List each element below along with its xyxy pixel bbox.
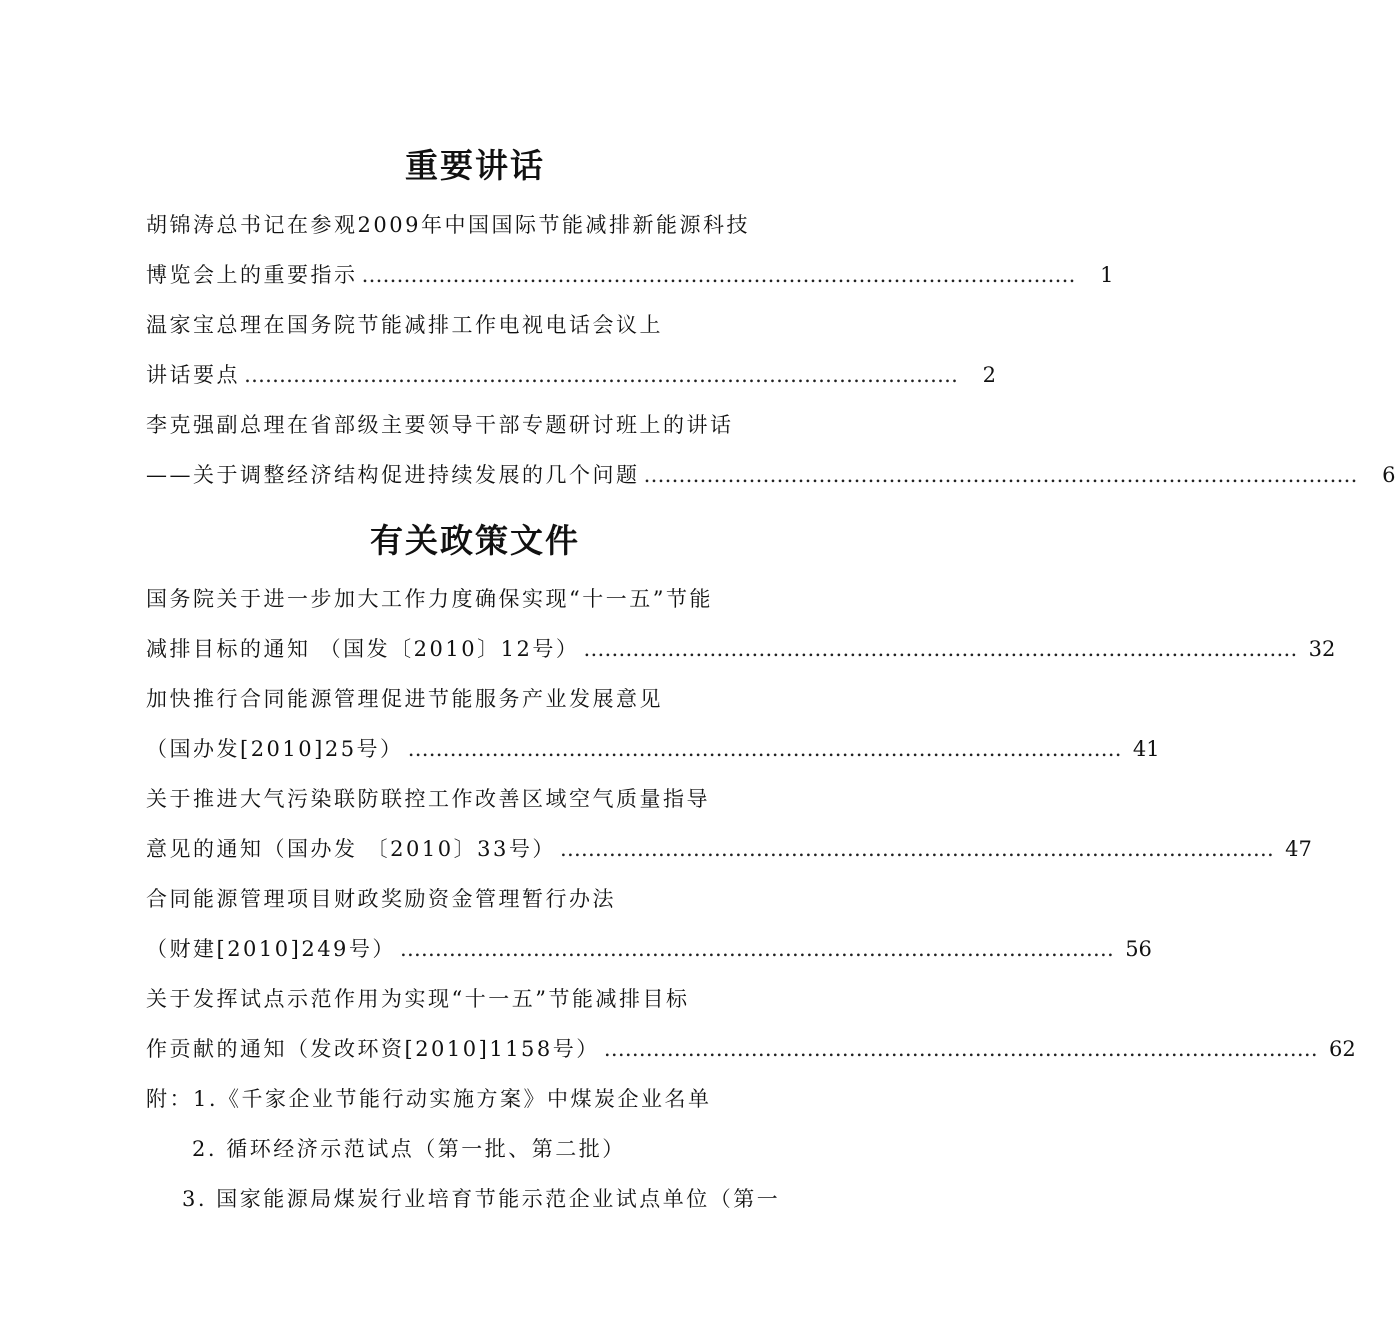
toc-entry-line[interactable] [146,834,1312,864]
toc-entry-line[interactable] [146,934,1152,964]
leader-dots: ………………………………………………………………………………………… [559,837,1274,861]
toc-entry-subtitle: （国办发[2010]25号） [146,737,404,761]
page-number: 47 [1285,837,1312,861]
toc-entry-line[interactable] [146,260,1114,290]
toc-entry-subtitle: 讲话要点 [146,363,240,387]
leader-dots: ………………………………………………………………………………………… [643,463,1358,487]
page-number: 41 [1132,737,1160,761]
toc-entry-subtitle: （财建[2010]249号） [146,937,396,961]
appendix-lead: 附：1.《千家企业节能行动实施方案》中煤炭企业名单 [146,1087,712,1111]
toc-entry-title: 温家宝总理在国务院节能减排工作电视电话会议上 [146,313,663,337]
toc-entry-subtitle: ——关于调整经济结构促进持续发展的几个问题 [146,463,640,487]
toc-entry-title: 国务院关于进一步加大工作力度确保实现“十一五”节能 [146,587,713,611]
toc-entry-line[interactable] [146,360,996,390]
leader-dots: ………………………………………………………………………………………… [583,637,1298,661]
toc-entry-subtitle: 减排目标的通知 （国发〔2010〕12号） [146,637,580,661]
toc-entry-line[interactable] [146,1034,1356,1064]
appendix-item-3: 3. 国家能源局煤炭行业培育节能示范企业试点单位（第一 [182,1187,781,1211]
toc-entry-subtitle: 博览会上的重要指示 [146,263,358,287]
section-heading-speeches: 重要讲话 [405,146,545,185]
page-number: 1 [1100,263,1114,287]
page-number: 56 [1125,937,1152,961]
toc-entry-subtitle: 作贡献的通知（发改环资[2010]1158号） [146,1037,600,1061]
section-heading-policy: 有关政策文件 [370,521,580,560]
toc-entry-subtitle: 意见的通知（国办发 〔2010〕33号） [146,837,556,861]
page-number: 32 [1308,637,1336,661]
toc-entry-title: 合同能源管理项目财政奖励资金管理暂行办法 [146,887,616,911]
leader-dots: ………………………………………………………………………………………… [603,1037,1318,1061]
toc-entry-title: 关于发挥试点示范作用为实现“十一五”节能减排目标 [146,987,690,1011]
toc-entry-line[interactable] [146,734,1160,764]
leader-dots: ………………………………………………………………………………………… [407,737,1122,761]
toc-entry-title: 胡锦涛总书记在参观2009年中国国际节能减排新能源科技 [146,213,750,237]
page-number: 2 [982,363,996,387]
page-number: 62 [1329,1037,1356,1061]
appendix-item-2: 2. 循环经济示范试点（第一批、第二批） [192,1137,626,1161]
leader-dots: ………………………………………………………………………………………… [361,263,1076,287]
toc-entry-line[interactable] [146,460,1396,490]
toc-entry-title: 加快推行合同能源管理促进节能服务产业发展意见 [146,687,663,711]
page-number: 6 [1382,463,1396,487]
leader-dots: ………………………………………………………………………………………… [244,363,958,387]
toc-entry-title: 李克强副总理在省部级主要领导干部专题研讨班上的讲话 [146,413,734,437]
toc-entry-line[interactable] [146,634,1336,664]
leader-dots: ………………………………………………………………………………………… [399,937,1114,961]
toc-entry-title: 关于推进大气污染联防联控工作改善区域空气质量指导 [146,787,710,811]
